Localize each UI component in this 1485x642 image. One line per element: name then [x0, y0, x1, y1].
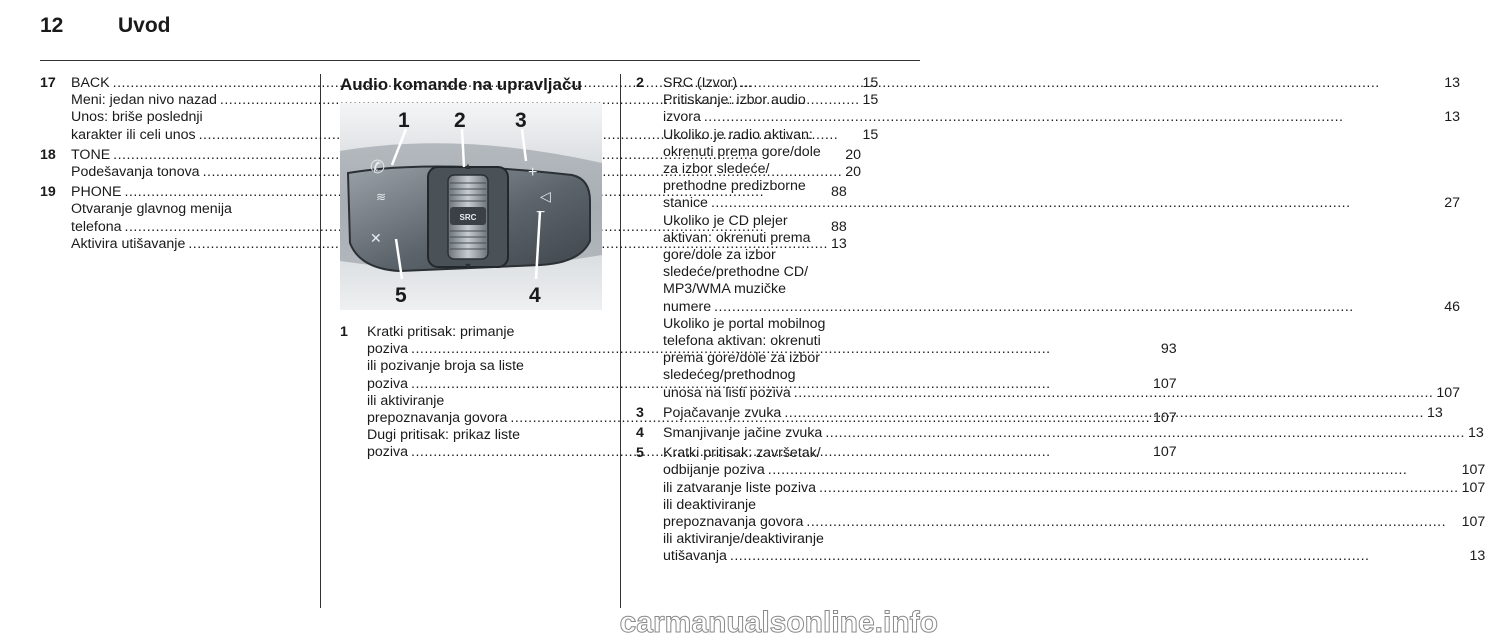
entry-text: Kratki pritisak: primanje [367, 324, 515, 340]
leader-dots [711, 195, 1441, 212]
page-reference: 20 [845, 146, 861, 163]
leader-dots [704, 109, 1441, 126]
entry-text: poziva [367, 444, 409, 461]
entry-line [663, 264, 1460, 281]
entry-text: prepoznavanja govora [663, 514, 804, 531]
phone-icon: ✆ [370, 157, 386, 177]
mute-icon: ✕ [370, 230, 382, 246]
page-reference: 107 [1153, 410, 1177, 427]
svg-text:carmanualsonline.info: carmanualsonline.info [619, 606, 938, 639]
page-reference: 15 [862, 92, 879, 109]
page-reference: 27 [1444, 195, 1461, 212]
leader-dots [784, 405, 1424, 422]
entry-text: gore/dole za izbor [663, 247, 776, 264]
entry-text: prethodne predizborne [663, 178, 806, 195]
page-reference: 107 [1461, 514, 1485, 531]
page-reference: 13 [830, 235, 847, 252]
entry-text: prema gore/dole za izbor [663, 350, 820, 367]
entry-text: ili zatvaranje liste poziva [663, 479, 816, 496]
entry-line [663, 367, 1460, 384]
voice-icon: ≋ [376, 190, 387, 204]
entry-line [663, 333, 1460, 350]
entry-number: 2 [636, 75, 644, 91]
entry-4 [636, 425, 1484, 442]
entry-number: 3 [636, 404, 644, 421]
entry-line [663, 531, 1485, 548]
entry-number: 4 [636, 425, 644, 442]
entry-line [663, 548, 1485, 565]
page-title: Uvod [118, 14, 171, 37]
page-reference: 107 [1153, 375, 1177, 392]
page-reference: 13 [1467, 425, 1484, 442]
entry-line [663, 405, 1443, 422]
entry-text: SRC (Izvor) [663, 75, 738, 91]
page-reference: 15 [862, 75, 879, 91]
entry-text: Pojačavanje zvuka [663, 404, 782, 421]
entry-text: PHONE [71, 184, 122, 201]
page-reference: 13 [1444, 75, 1461, 91]
steering-controls-photo [340, 103, 602, 310]
entry-text: Pritiskanje: izbor audio [663, 92, 806, 109]
entry-5 [636, 445, 1485, 565]
steering-controls-illustration [340, 103, 602, 310]
leader-dots [768, 462, 1459, 479]
src-label: SRC [459, 213, 477, 222]
entry-text: za izbor sledeće/ [663, 161, 770, 178]
section-title: Audio komande na upravljaču [340, 75, 582, 94]
callout-1: 1 [398, 109, 410, 132]
entry-line [663, 462, 1485, 479]
header-rule [40, 60, 920, 61]
entry-text: Unos: briše poslednji [71, 109, 203, 126]
entry-text: telefona [71, 218, 122, 235]
entry-line [663, 109, 1460, 126]
entry-text: utišavanja [663, 548, 727, 565]
page-reference: 107 [1461, 479, 1485, 496]
svg-text:▲: ▲ [463, 161, 473, 171]
minus-icon: − [536, 204, 546, 221]
leader-dots [825, 425, 1465, 442]
entry-text: numere [663, 298, 712, 315]
entry-text: Smanjivanje jačine zvuka [663, 425, 823, 442]
entry-line [663, 92, 1460, 109]
entry-text: Ukoliko je radio aktivan: [663, 126, 813, 143]
watermark [582, 600, 942, 640]
entry-line [663, 127, 1460, 144]
entry-number: 19 [40, 184, 56, 201]
entry-text: ili deaktiviranje [663, 496, 757, 513]
entry-line [663, 230, 1460, 247]
entry-line [663, 178, 1460, 195]
entry-text: odbijanje poziva [663, 462, 765, 479]
entry-line [663, 425, 1484, 442]
leader-dots [806, 514, 1458, 531]
entry-line [663, 350, 1460, 367]
page-header [40, 14, 171, 54]
page-reference: 107 [1461, 462, 1485, 479]
entry-text: Aktivira utišavanje [71, 235, 186, 252]
entry-number: 17 [40, 75, 56, 91]
callout-5: 5 [395, 284, 407, 307]
entry-text: Meni: jedan nivo nazad [71, 92, 217, 109]
entry-text: ili aktiviranje [367, 392, 445, 409]
entry-line [663, 195, 1460, 212]
entry-line [663, 316, 1460, 333]
leader-dots [714, 299, 1441, 316]
page-reference: 88 [830, 184, 847, 201]
page-reference: 107 [1436, 384, 1461, 401]
entry-text: prepoznavanja govora [367, 410, 508, 427]
callout-2: 2 [454, 109, 466, 132]
page-reference: 88 [830, 218, 847, 235]
callout-4: 4 [529, 284, 541, 307]
entry-text: karakter ili celi unos [71, 126, 196, 143]
entry-text: Dugi pritisak: prikaz liste [367, 427, 520, 444]
page-reference: 13 [1426, 404, 1443, 421]
entry-text: poziva [367, 341, 409, 358]
page-reference: 107 [1153, 444, 1177, 461]
entry-text: ili pozivanje broja sa liste [367, 358, 524, 375]
callout-3: 3 [515, 109, 527, 132]
entry-line [663, 144, 1460, 161]
entry-line [663, 514, 1485, 531]
entry-text: aktivan: okrenuti prema [663, 229, 811, 246]
entry-text: telefona aktivan: okrenuti [663, 333, 821, 350]
page-reference: 13 [1444, 109, 1461, 126]
leader-dots [794, 385, 1434, 402]
leader-dots [740, 75, 1441, 92]
entry-line [663, 385, 1460, 402]
speaker-icon: ◁ [540, 188, 551, 204]
entry-line [663, 213, 1460, 230]
entry-text: ili aktiviranje/deaktiviranje [663, 531, 824, 548]
entry-text: sledećeg/prethodnog [663, 367, 796, 384]
entry-text: BACK [71, 75, 110, 91]
page-reference: 93 [1160, 341, 1177, 358]
plus-icon: + [528, 164, 538, 181]
leader-dots [819, 480, 1459, 497]
entry-number: 5 [636, 445, 644, 462]
entry-number: 18 [40, 146, 56, 163]
svg-text:▼: ▼ [463, 261, 473, 271]
entry-text: Kratki pritisak: završetak/ [663, 445, 821, 462]
entry-line [663, 299, 1460, 316]
entry-text: izvora [663, 109, 701, 126]
entry-text: sledeće/prethodne CD/ [663, 264, 809, 281]
entry-text: TONE [71, 146, 111, 163]
entry-text: Otvaranje glavnog menija [71, 201, 232, 218]
entry-line [663, 281, 1460, 298]
entry-text: Ukoliko je portal mobilnog [663, 315, 826, 332]
entry-text: okrenuti prema gore/dole [663, 143, 821, 160]
entry-line [663, 161, 1460, 178]
page-reference: 13 [1469, 548, 1485, 565]
entry-line [663, 75, 1460, 92]
entry-number: 1 [340, 324, 348, 340]
entry-line [663, 497, 1485, 514]
entry-text: stanice [663, 195, 708, 212]
entry-text: MP3/WMA muzičke [663, 281, 786, 298]
entry-line [663, 445, 1485, 462]
entry-line [663, 247, 1460, 264]
entry-text: unosa na listi poziva [663, 384, 791, 401]
page-number: 12 [40, 14, 64, 37]
entry-text: Podešavanja tonova [71, 164, 200, 181]
entry-text: poziva [367, 375, 409, 392]
entry-line [663, 480, 1485, 497]
page-reference: 46 [1444, 298, 1461, 315]
page-reference: 15 [862, 126, 879, 143]
page-reference: 20 [845, 164, 861, 181]
entry-text: Ukoliko je CD plejer [663, 212, 788, 229]
leader-dots [730, 548, 1467, 565]
